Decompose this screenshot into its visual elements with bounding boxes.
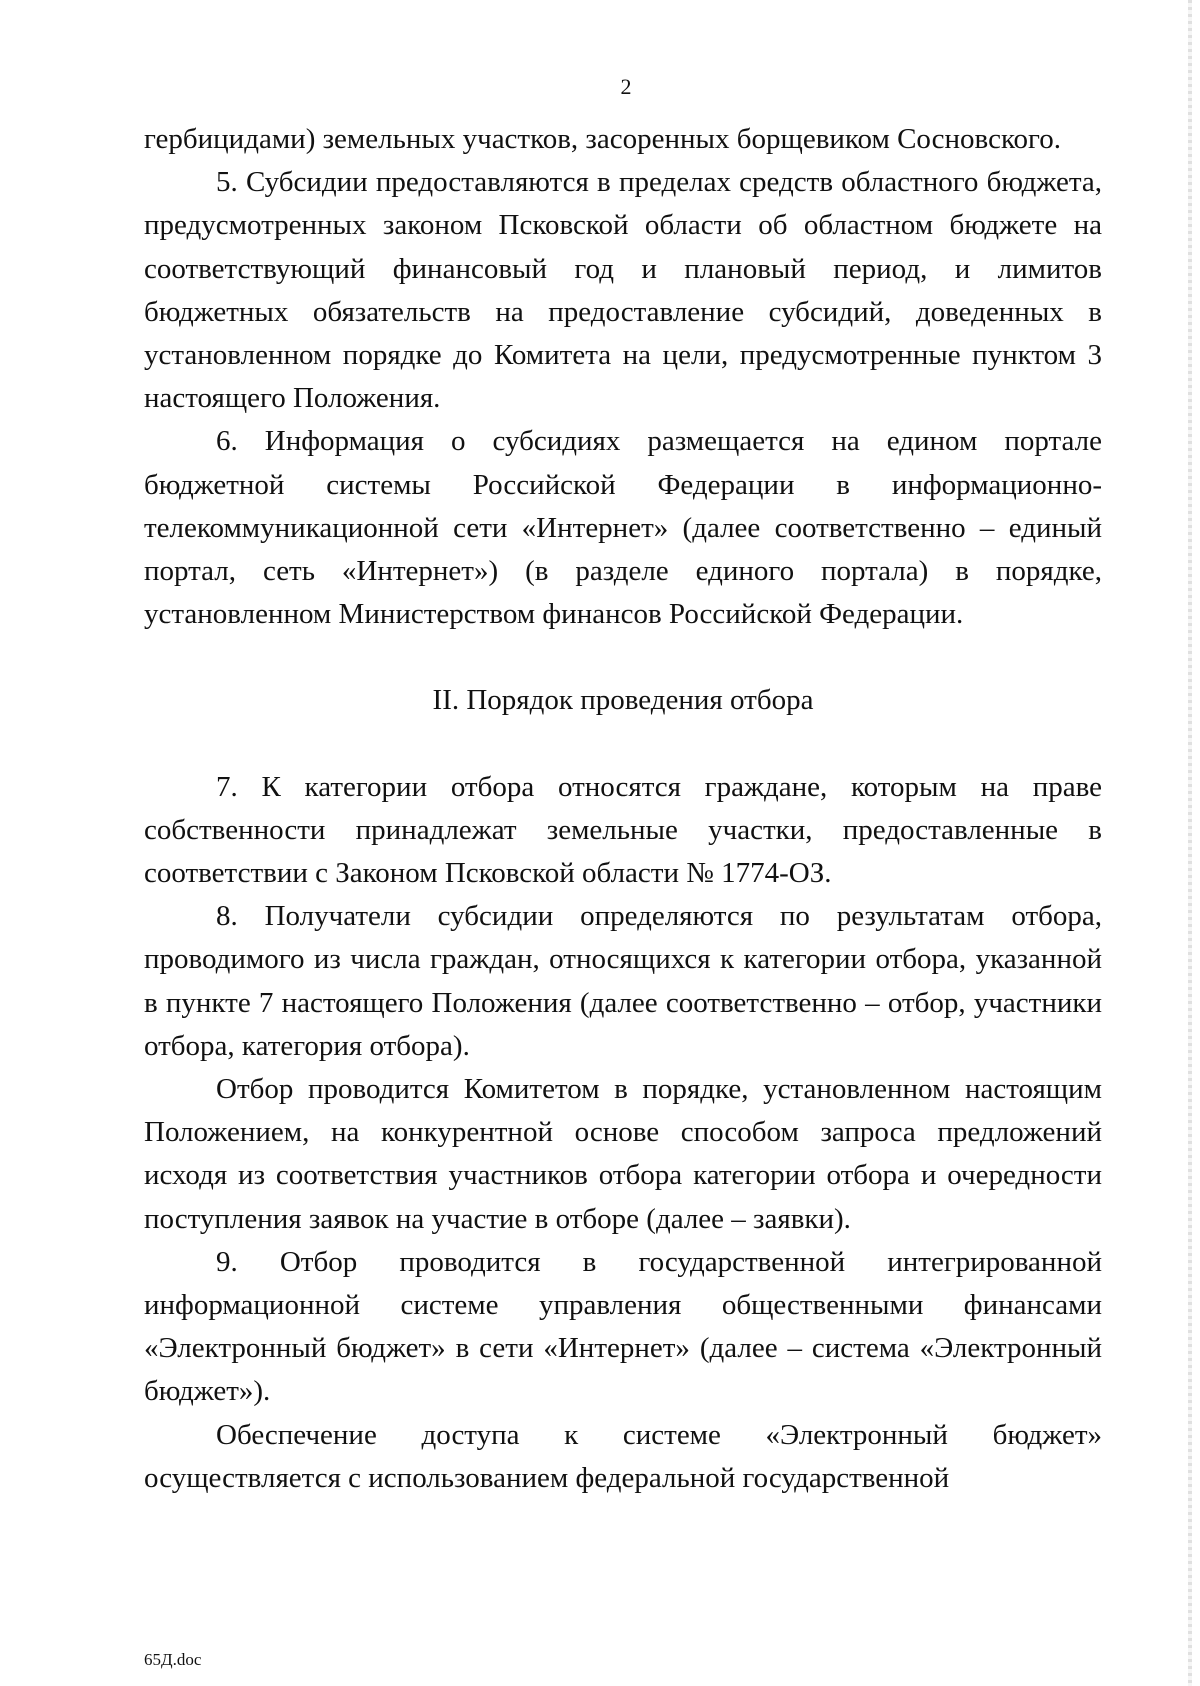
section-heading: II. Порядок проведения отбора	[432, 684, 814, 717]
paragraph-item-6: 6. Информация о субсидиях размещается на едином портале бюджетной системы Российской Федерации в информационно-телекоммуникационной сети «Интернет» (далее соответственно – единый портал, сеть «Интернет») (в разделе единого портала) в порядке, установленном Министерством финансов Российской Федерации.	[144, 425, 1102, 631]
paragraph-item-5: 5. Субсидии предоставляются в пределах средств областного бюджета, предусмотренных законом Псковской области об областном бюджете на соответствующий финансовый год и плановый период, и лимитов бюджетных обязательств на предоставление субсидий, доведенных в установленном порядке до Комитета на цели, предусмотренные пунктом 3 настоящего Положения.	[144, 166, 1102, 415]
paragraph-item-8: 8. Получатели субсидии определяются по результатам отбора, проводимого из числа граждан, относящихся к категории отбора, указанной в пункте 7 настоящего Положения (далее соответственно – отбор, участники отбора, категория отбора).	[144, 900, 1102, 1062]
document-body	[144, 118, 1102, 1500]
paragraph-item-7: 7. К категории отбора относятся граждане, которым на праве собственности принадлежат земельные участки, предоставленные в соответствии с Законом Псковской области № 1774-ОЗ.	[144, 770, 1102, 890]
paragraph-selection-procedure: Отбор проводится Комитетом в порядке, установленном настоящим Положением, на конкурентной основе способом запроса предложений исходя из соответствия участников отбора категории отбора и очередности поступления заявок на участие в отборе (далее – заявки).	[144, 1073, 1102, 1235]
page-number: 2	[620, 74, 632, 99]
paragraph-access-provision: Обеспечение доступа к системе «Электронный бюджет» осуществляется с использованием федеральной государственной	[144, 1418, 1102, 1494]
paragraph-item-9: 9. Отбор проводится в государственной интегрированной информационной системе управления общественными финансами «Электронный бюджет» в сети «Интернет» (далее – система «Электронный бюджет»).	[144, 1245, 1102, 1408]
spacer	[144, 723, 1102, 766]
scan-edge-artifact	[1188, 0, 1192, 1686]
paragraph-continuation: гербицидами) земельных участков, засоренных борщевиком Сосновского.	[144, 123, 1061, 155]
footer-filename: 65Д.doc	[144, 1650, 202, 1669]
spacer	[144, 636, 1102, 679]
